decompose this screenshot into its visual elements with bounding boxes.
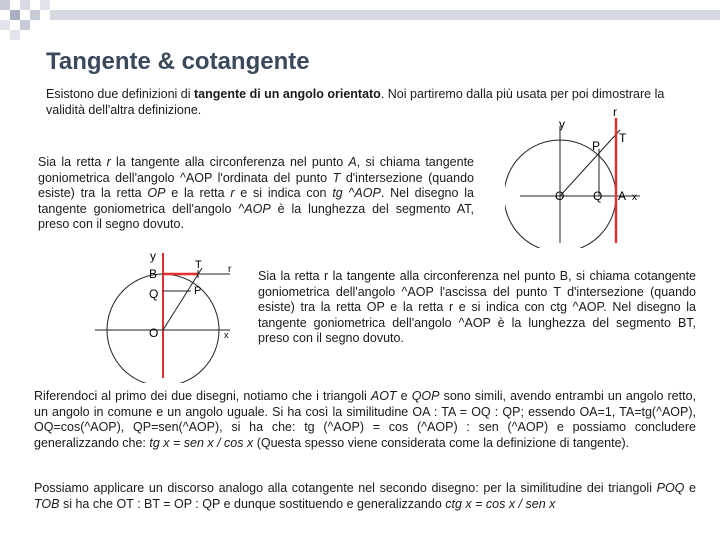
tangent-figure <box>505 108 665 248</box>
label-t: T <box>619 131 627 145</box>
label-y: y <box>559 117 565 131</box>
page-title: Tangente & cotangente <box>46 48 310 75</box>
label-o: O <box>149 326 159 340</box>
cotangent-paragraph: Sia la retta r la tangente alla circonferenza nel punto B, si chiama cotangente goniometrica dell'angolo ^AOP l'ascissa del punto T d'intersezione (quando esiste) tra la retta OP e la retta r e si indica con ctg ^AOP. Nel disegno la tangente goniometrica dell'angolo ^AOP è la lunghezza del segmento BT, preso con il segno dovuto. <box>258 269 696 345</box>
label-a: A <box>618 189 627 203</box>
label-r: r <box>613 108 617 119</box>
ray-op <box>560 130 620 196</box>
label-o: O <box>555 189 565 203</box>
label-b: B <box>149 267 158 281</box>
label-p: P <box>194 285 202 297</box>
analogy-paragraph: Possiamo applicare un discorso analogo alla cotangente nel secondo disegno: per la similitudine dei triangoli POQ e TOB si ha che OT : BT = OP : QP e dunque sostituendo e generalizzando ctg x = cos x / sen x <box>34 481 696 511</box>
similarity-paragraph: Riferendoci al primo dei due disegni, notiamo che i triangoli AOT e QOP sono simili, avendo entrambi un angolo retto, un angolo in comune e un angolo uguale. Si ha così la similitudine OA : TA = OQ : QP; essendo OA=1, TA=tg(^AOP), OQ=cos(^AOP), QP=sen(^AOP), si ha che: tg (^AOP) = cos (^AOP) : sen (^AOP) e possiamo concludere generalizzando che: tg x = sen x / cos x (Questa spesso viene considerata come la definizione di tangente). <box>34 389 696 450</box>
label-q: Q <box>149 287 159 301</box>
label-p: P <box>592 139 601 153</box>
label-y: y <box>150 249 156 263</box>
tangent-paragraph: Sia la retta r la tangente alla circonferenza nel punto A, si chiama tangente goniometrica dell'angolo ^AOP l'ordinata del punto T d'intersezione (quando esiste) tra la retta OP e la retta r e si indica con tg ^AOP. Nel disegno la tangente goniometrica dell'angolo ^AOP è la lunghezza del segmento AT, preso con il segno dovuto. <box>38 155 474 231</box>
label-x: x <box>224 330 229 340</box>
corner-decoration <box>0 0 720 40</box>
label-q: Q <box>593 189 603 203</box>
label-r: r <box>228 264 232 275</box>
label-t: T <box>195 259 202 271</box>
label-x: x <box>632 192 637 203</box>
cotangent-figure <box>90 248 250 383</box>
intro-paragraph: Esistono due definizioni di tangente di un angolo orientato. Noi partiremo dalla più usata per poi dimostrare la validità dell'altra definizione. <box>46 87 665 117</box>
